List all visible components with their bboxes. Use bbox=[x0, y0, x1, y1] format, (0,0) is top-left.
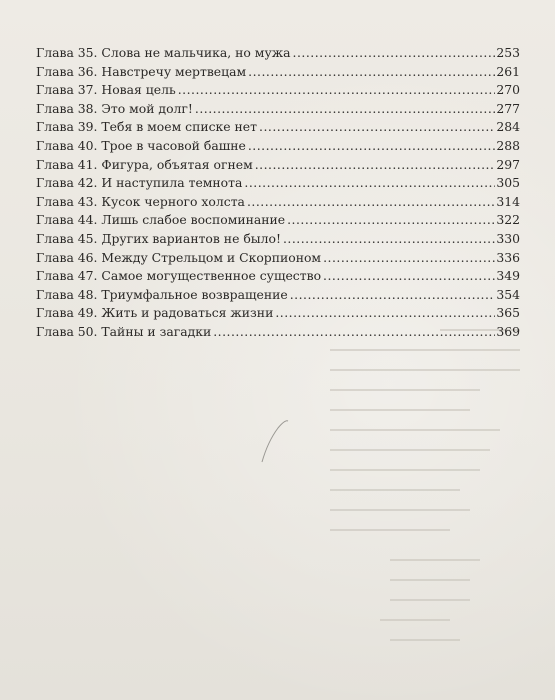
dot-leader bbox=[259, 118, 495, 137]
page-number: 253 bbox=[496, 45, 520, 60]
page-number: 270 bbox=[496, 82, 520, 98]
page-number: 369 bbox=[496, 323, 520, 339]
toc-entry bbox=[36, 323, 520, 342]
toc-entry bbox=[36, 304, 520, 323]
toc-entry bbox=[36, 156, 520, 175]
chapter-title: Глава 40. Трое в часовой башне bbox=[36, 137, 246, 153]
dot-leader bbox=[293, 44, 496, 63]
chapter-title: Глава 35. Слова не мальчика, но мужа bbox=[36, 45, 291, 60]
table-of-contents bbox=[36, 44, 520, 342]
toc-entry bbox=[36, 81, 520, 100]
dot-leader bbox=[247, 193, 495, 212]
chapter-title: Глава 50. Тайны и загадки bbox=[36, 323, 212, 339]
page-number: 261 bbox=[496, 63, 520, 79]
dot-leader bbox=[275, 304, 495, 323]
dot-leader bbox=[213, 323, 495, 342]
chapter-title: Глава 37. Новая цель bbox=[36, 82, 176, 98]
page-number: 314 bbox=[496, 193, 520, 209]
toc-entry bbox=[36, 137, 520, 156]
chapter-title: Глава 48. Триумфальное возвращение bbox=[36, 286, 288, 302]
toc-entry bbox=[36, 174, 520, 193]
dot-leader bbox=[323, 249, 495, 268]
page-number: 365 bbox=[496, 305, 520, 321]
chapter-title: Глава 47. Самое могущественное существо bbox=[36, 268, 322, 284]
page-number: 277 bbox=[496, 100, 520, 116]
chapter-title: Глава 45. Других вариантов не было! bbox=[36, 230, 281, 246]
toc-entry bbox=[36, 44, 520, 63]
toc-entry bbox=[36, 249, 520, 268]
dot-leader bbox=[287, 211, 495, 230]
page-number: 284 bbox=[496, 119, 520, 135]
toc-entry bbox=[36, 63, 520, 82]
page-number: 330 bbox=[496, 230, 520, 246]
dot-leader bbox=[255, 156, 496, 175]
page-number: 305 bbox=[496, 175, 520, 191]
page-number: 354 bbox=[496, 286, 520, 302]
chapter-title: Глава 46. Между Стрельцом и Скорпионом bbox=[36, 249, 322, 265]
chapter-title: Глава 41. Фигура, объятая огнем bbox=[36, 156, 253, 172]
chapter-title: Глава 44. Лишь слабое воспоминание bbox=[36, 212, 286, 228]
dot-leader bbox=[290, 286, 496, 305]
chapter-title: Глава 42. И наступила темнота bbox=[36, 175, 243, 191]
chapter-title: Глава 39. Тебя в моем списке нет bbox=[36, 119, 257, 135]
page-number: 297 bbox=[496, 156, 520, 172]
page-number: 322 bbox=[496, 212, 520, 228]
dot-leader bbox=[248, 137, 496, 156]
dot-leader bbox=[248, 63, 495, 82]
toc-entry bbox=[36, 100, 520, 119]
toc-entry bbox=[36, 193, 520, 212]
page-number: 349 bbox=[496, 268, 520, 284]
chapter-title: Глава 43. Кусок черного холста bbox=[36, 193, 245, 209]
dot-leader bbox=[195, 100, 495, 119]
toc-entry bbox=[36, 211, 520, 230]
toc-entry bbox=[36, 118, 520, 137]
chapter-title: Глава 38. Это мой долг! bbox=[36, 100, 193, 116]
dot-leader bbox=[178, 81, 496, 100]
toc-entry bbox=[36, 286, 520, 305]
page-number: 288 bbox=[496, 137, 520, 153]
page-number: 336 bbox=[496, 249, 520, 265]
dot-leader bbox=[244, 174, 495, 193]
toc-entry bbox=[36, 230, 520, 249]
toc-entry bbox=[36, 267, 520, 286]
dot-leader bbox=[323, 267, 495, 286]
chapter-title: Глава 36. Навстречу мертвецам bbox=[36, 63, 247, 79]
dot-leader bbox=[283, 230, 495, 249]
chapter-title: Глава 49. Жить и радоваться жизни bbox=[36, 305, 274, 321]
